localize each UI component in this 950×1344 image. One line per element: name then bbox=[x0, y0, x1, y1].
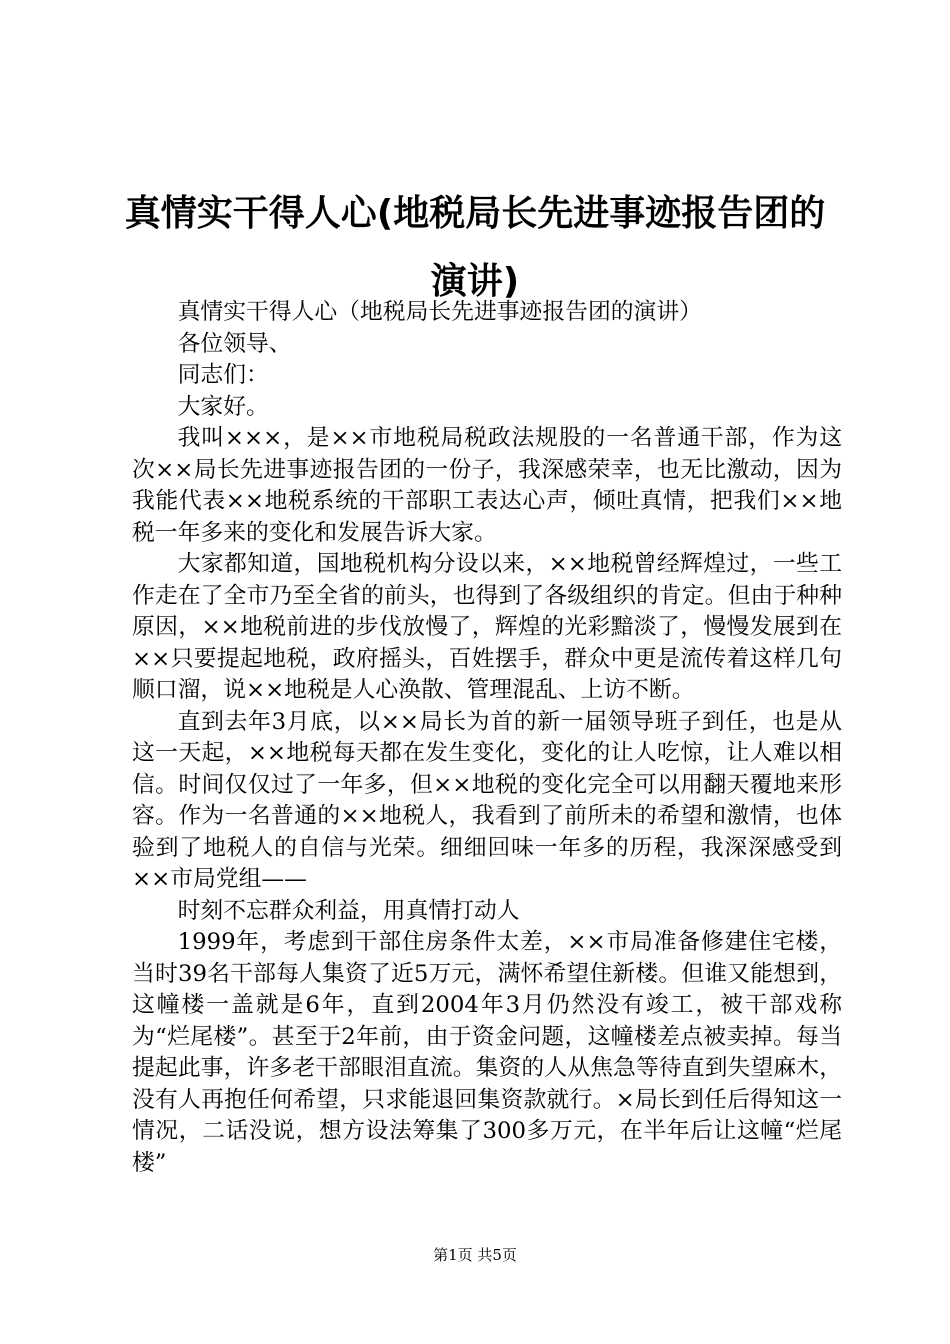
paragraph-change: 直到去年3月底，以××局长为首的新一届领导班子到任，也是从这一天起，××地税每天都在发生变化，变化的让人吃惊，让人难以相信。时间仅仅过了一年多，但××地税的变化完全可以用翻天覆地来形容。作为一名普通的××地税人，我看到了前所未的希望和激情，也体验到了地税人的自信与光荣。细细回味一年多的历程，我深深感受到××市局党组—— bbox=[132, 708, 842, 892]
paragraph-background: 大家都知道，国地税机构分设以来，××地税曾经辉煌过，一些工作走在了全市乃至全省的前头，也得到了各级组织的肯定。但由于种种原因，××地税前进的步伐放慢了，辉煌的光彩黯淡了，慢慢发展到在××只要提起地税，政府摇头，百姓摆手，群众中更是流传着这样几句顺口溜，说××地税是人心涣散、管理混乱、上访不断。 bbox=[132, 551, 842, 703]
document-title: 真情实干得人心(地税局长先进事迹报告团的演讲) bbox=[124, 193, 826, 302]
paragraph-housing-story: 1999年，考虑到干部住房条件太差，××市局准备修建住宅楼，当时39名干部每人集资了近5万元，满怀希望住新楼。但谁又能想到，这幢楼一盖就是6年，直到2004年3月仍然没有竣工，被干部戏称为“烂尾楼”。甚至于2年前，由于资金问题，这幢楼差点被卖掉。每当提起此事，许多老干部眼泪直流。集资的人从焦急等待直到失望麻木，没有人再抱任何希望，只求能退回集资款就行。×局长到任后得知这一情况，二话没说，想方设法筹集了300多万元，在半年后让这幢“烂尾楼” bbox=[132, 929, 842, 1176]
paragraph-salutation-comrades: 同志们： bbox=[177, 362, 269, 388]
paragraph-salutation-leaders: 各位领导、 bbox=[177, 330, 292, 357]
page-number-footer: 第1页 共5页 bbox=[433, 1246, 517, 1264]
paragraph-section-heading: 时刻不忘群众利益，用真情打动人 bbox=[177, 897, 520, 924]
paragraph-introduction: 我叫×××，是××市地税局税政法规股的一名普通干部，作为这次××局长先进事迹报告团的一份子，我深感荣幸，也无比激动，因为我能代表××地税系统的干部职工表达心声，倾吐真情，把我们××地税一年多来的变化和发展告诉大家。 bbox=[132, 425, 842, 546]
paragraph-greeting: 大家好。 bbox=[177, 393, 269, 420]
paragraph-subtitle: 真情实干得人心（地税局长先进事迹报告团的演讲） bbox=[177, 299, 702, 325]
document-body bbox=[132, 297, 842, 1179]
